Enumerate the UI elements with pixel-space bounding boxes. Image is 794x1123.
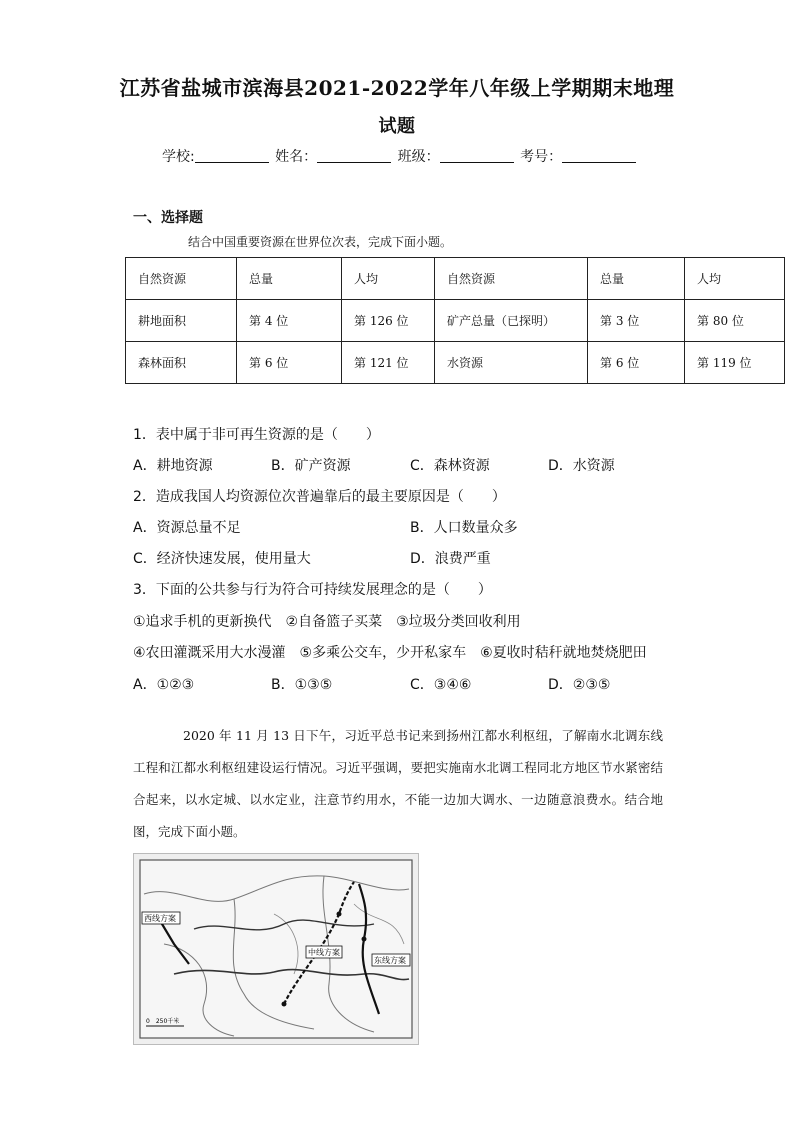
table-cell: 第 6 位	[237, 342, 342, 384]
map-label-middle: 中线方案	[308, 948, 340, 957]
class-label: 班级：	[397, 149, 440, 165]
question-1-option-c[interactable]: C．森林资源	[410, 458, 490, 474]
page-title-line2: 试题	[378, 116, 416, 137]
question-3-option-a[interactable]: A．①②③	[133, 677, 195, 693]
table-header-cell: 人均	[342, 258, 435, 300]
question-1-option-a[interactable]: A．耕地资源	[133, 458, 213, 474]
table-cell: 第 80 位	[685, 300, 785, 342]
question-2-option-b[interactable]: B．人口数量众多	[410, 520, 518, 536]
table-cell: 第 4 位	[237, 300, 342, 342]
question-3-option-b[interactable]: B．①③⑤	[271, 677, 333, 693]
table-row	[126, 342, 785, 384]
table-cell: 第 3 位	[588, 300, 685, 342]
number-label: 考号：	[520, 149, 563, 165]
table-cell: 水资源	[435, 342, 588, 384]
page-title-line1: 江苏省盐城市滨海县2021-2022学年八年级上学期期末地理	[119, 76, 675, 100]
student-info	[162, 146, 638, 166]
question-1-option-d[interactable]: D．水资源	[548, 458, 615, 474]
section-heading: 一、选择题	[133, 210, 203, 226]
map-illustration	[134, 854, 418, 1044]
table-header-cell: 自然资源	[126, 258, 237, 300]
table-header-cell: 总量	[237, 258, 342, 300]
table-cell: 森林面积	[126, 342, 237, 384]
table-cell: 第 6 位	[588, 342, 685, 384]
school-blank[interactable]	[195, 148, 269, 163]
question-3-option-c[interactable]: C．③④⑥	[410, 677, 472, 693]
map-scale: 0 250千米	[146, 1018, 180, 1025]
table-cell: 第 126 位	[342, 300, 435, 342]
question-3-statements-2: ④农田灌溉采用大水漫灌 ⑤多乘公交车，少开私家车 ⑥夏收时秸秆就地焚烧肥田	[133, 645, 647, 661]
table-cell: 矿产总量（已探明）	[435, 300, 588, 342]
table-intro: 结合中国重要资源在世界位次表，完成下面小题。	[188, 235, 453, 249]
question-2-stem: 2．造成我国人均资源位次普遍靠后的最主要原因是（ ）	[133, 489, 506, 505]
table-header-row	[126, 258, 785, 300]
question-3-option-d[interactable]: D．②③⑤	[548, 677, 611, 693]
table-cell: 第 119 位	[685, 342, 785, 384]
map-label-west: 西线方案	[144, 914, 176, 923]
water-diversion-map	[133, 853, 419, 1045]
question-2-option-c[interactable]: C．经济快速发展，使用量大	[133, 551, 311, 567]
question-2-option-d[interactable]: D．浪费严重	[410, 551, 491, 567]
table-row	[126, 300, 785, 342]
table-header-cell: 自然资源	[435, 258, 588, 300]
table-header-cell: 人均	[685, 258, 785, 300]
question-3-stem: 3．下面的公共参与行为符合可持续发展理念的是（ ）	[133, 582, 492, 598]
number-blank[interactable]	[562, 148, 636, 163]
question-2-option-a[interactable]: A．资源总量不足	[133, 520, 241, 536]
question-1-stem: 1．表中属于非可再生资源的是（ ）	[133, 427, 380, 443]
name-blank[interactable]	[317, 148, 391, 163]
table-header-cell: 总量	[588, 258, 685, 300]
resource-table	[125, 257, 785, 384]
table-cell: 第 121 位	[342, 342, 435, 384]
passage: 2020 年 11 月 13 日下午，习近平总书记来到扬州江都水利枢纽，了解南水北调东线工程和江都水利枢纽建设运行情况。习近平强调，要把实施南水北调工程同北方地区节水紧密结合起来，以水定城、以水定业，注意节约用水，不能一边加大调水、一边随意浪费水。结合地图，完成下面小题。	[133, 728, 663, 839]
class-blank[interactable]	[440, 148, 514, 163]
map-label-east: 东线方案	[374, 956, 406, 965]
name-label: 姓名：	[275, 149, 318, 165]
school-label: 学校:	[162, 149, 195, 165]
question-3-statements-1: ①追求手机的更新换代 ②自备篮子买菜 ③垃圾分类回收利用	[133, 614, 521, 630]
table-cell: 耕地面积	[126, 300, 237, 342]
question-1-option-b[interactable]: B．矿产资源	[271, 458, 351, 474]
